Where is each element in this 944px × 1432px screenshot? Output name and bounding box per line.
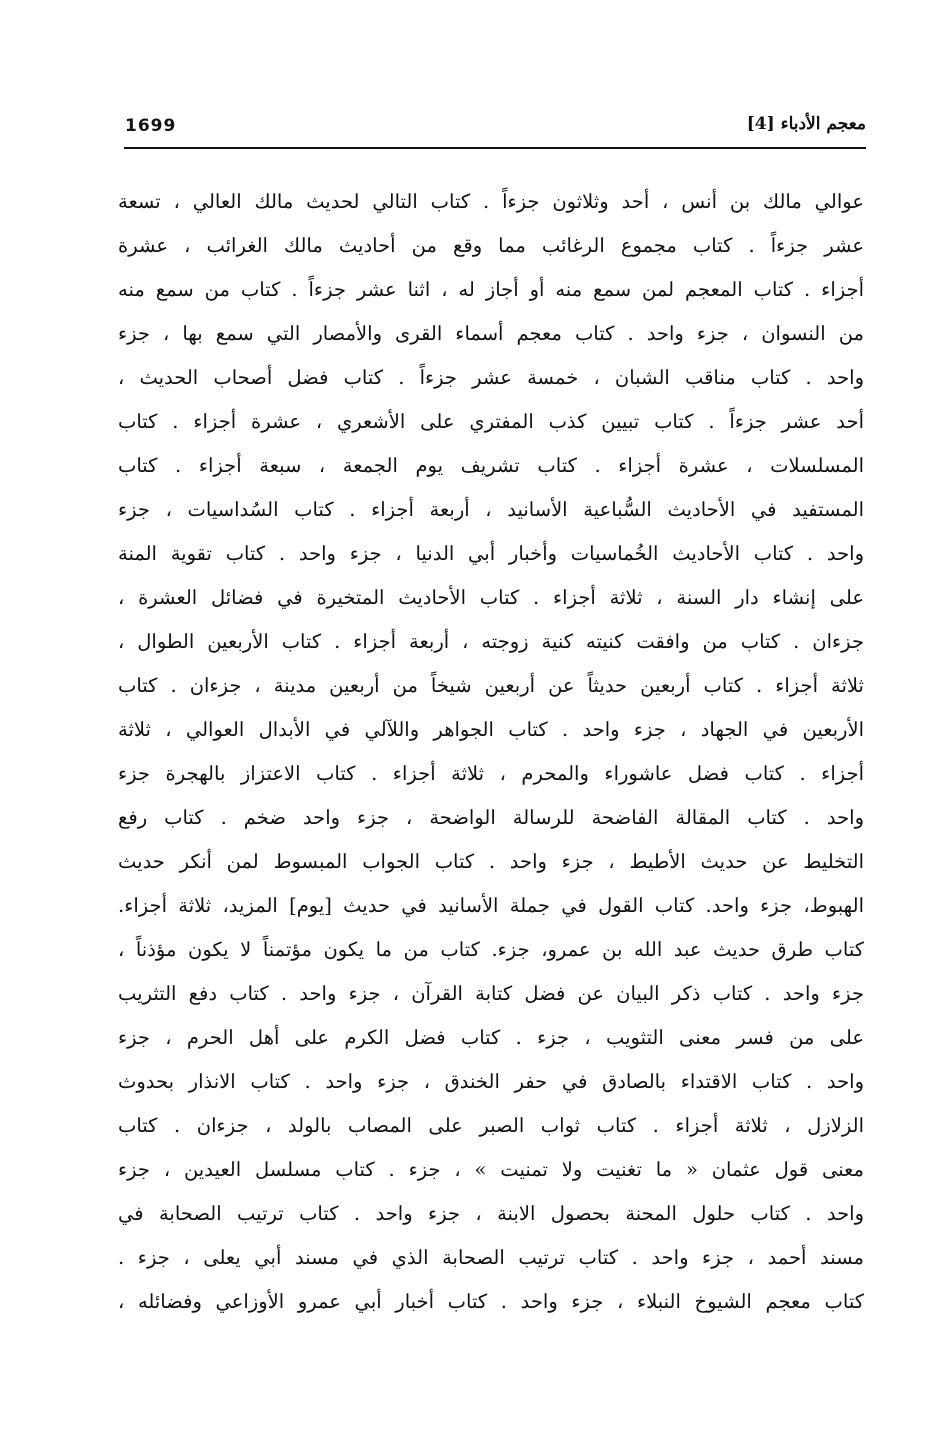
text-line: مسند أحمد ، جزء واحد . كتاب ترتيب الصحابة الذي في مسند أبي يعلى ، جزء . — [118, 1246, 864, 1269]
text-line: واحد . كتاب الاقتداء بالصادق في حفر الخندق ، جزء واحد . كتاب الانذار بحدوث — [118, 1070, 864, 1093]
text-line: أجزاء . كتاب المعجم لمن سمع منه أو أجاز له ، اثنا عشر جزءاً . كتاب من سمع منه — [118, 278, 864, 301]
text-line: على من فسر معنى التثويب ، جزء . كتاب فضل الكرم على أهل الحرم ، جزء — [118, 1026, 864, 1049]
text-line: جزء واحد . كتاب ذكر البيان عن فضل كتابة القرآن ، جزء واحد . كتاب دفع التثريب — [118, 982, 864, 1005]
text-line: واحد . كتاب الأحاديث الخُماسيات وأخبار أبي الدنيا ، جزء واحد . كتاب تقوية المنة — [118, 542, 864, 565]
text-line: معنى قول عثمان « ما تغنيت ولا تمنيت » ، جزء . كتاب مسلسل العيدين ، جزء — [118, 1158, 864, 1181]
text-line: أجزاء . كتاب فضل عاشوراء والمحرم ، ثلاثة أجزاء . كتاب الاعتزاز بالهجرة جزء — [118, 762, 864, 785]
book-title: معجم الأدباء [4] — [746, 114, 866, 134]
body-text — [118, 180, 864, 1324]
text-line: المسلسلات ، عشرة أجزاء . كتاب تشريف يوم الجمعة ، سبعة أجزاء . كتاب — [118, 454, 864, 477]
text-line: على إنشاء دار السنة ، ثلاثة أجزاء . كتاب الأحاديث المتخيرة في فضائل العشرة ، — [118, 586, 864, 609]
text-line: الأربعين في الجهاد ، جزء واحد . كتاب الجواهر واللآلي في الأبدال العوالي ، ثلاثة — [118, 718, 864, 741]
text-line: الهبوط، جزء واحد. كتاب القول في جملة الأسانيد في حديث [يوم] المزيد، ثلاثة أجزاء. — [118, 894, 864, 917]
text-line: ثلاثة أجزاء . كتاب أربعين حديثاً عن أربعين شيخاً من أربعين مدينة ، جزءان . كتاب — [118, 674, 864, 697]
text-line: المستفيد في الأحاديث السُّباعية الأسانيد ، أربعة أجزاء . كتاب السُداسيات ، جزء — [118, 498, 864, 521]
header-divider — [124, 147, 866, 149]
text-line: واحد . كتاب حلول المحنة بحصول الابنة ، جزء واحد . كتاب ترتيب الصحابة في — [118, 1202, 864, 1225]
text-line: التخليط عن حديث الأطيط ، جزء واحد . كتاب الجواب المبسوط لمن أنكر حديث — [118, 850, 864, 873]
text-line: عشر جزءاً . كتاب مجموع الرغائب مما وقع من أحاديث مالك الغرائب ، عشرة — [118, 234, 864, 257]
text-line: جزءان . كتاب من وافقت كنيته كنية زوجته ، أربعة أجزاء . كتاب الأربعين الطوال ، — [118, 630, 864, 653]
text-line: عوالي مالك بن أنس ، أحد وثلاثون جزءاً . كتاب التالي لحديث مالك العالي ، تسعة — [118, 190, 864, 213]
text-line: أحد عشر جزءاً . كتاب تبيين كذب المفتري على الأشعري ، عشرة أجزاء . كتاب — [118, 410, 864, 433]
text-line: واحد . كتاب مناقب الشبان ، خمسة عشر جزءاً . كتاب فضل أصحاب الحديث ، — [118, 366, 864, 389]
text-line: من النسوان ، جزء واحد . كتاب معجم أسماء القرى والأمصار التي سمع بها ، جزء — [118, 322, 864, 345]
text-line: كتاب طرق حديث عبد الله بن عمرو، جزء. كتاب من ما يكون مؤتمناً لا يكون مؤذناً ، — [118, 938, 864, 961]
running-head — [125, 112, 866, 146]
text-line: الزلازل ، ثلاثة أجزاء . كتاب ثواب الصبر على المصاب بالولد ، جزءان . كتاب — [118, 1114, 864, 1137]
page-number: 1699 — [125, 116, 177, 136]
text-line: واحد . كتاب المقالة الفاضحة للرسالة الواضحة ، جزء واحد ضخم . كتاب رفع — [118, 806, 864, 829]
text-line: كتاب معجم الشيوخ النبلاء ، جزء واحد . كتاب أخبار أبي عمرو الأوزاعي وفضائله ، — [118, 1290, 864, 1313]
